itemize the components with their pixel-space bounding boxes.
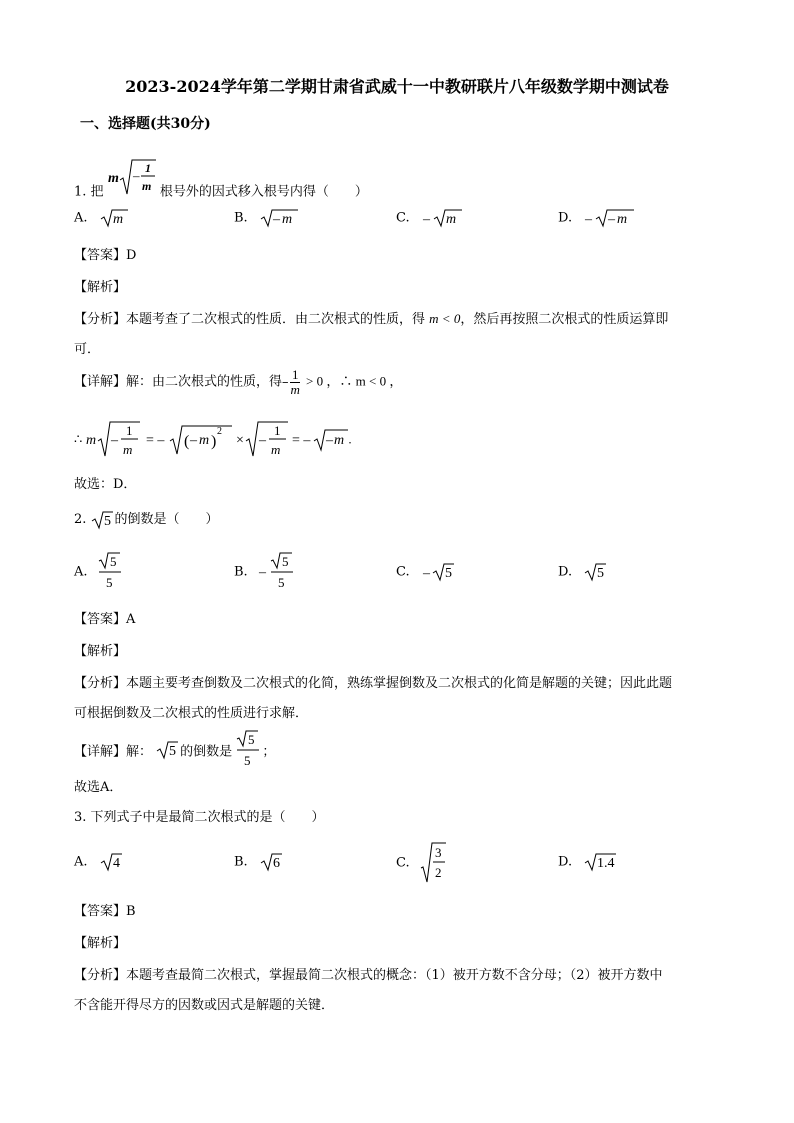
q2-option-c[interactable] [396, 562, 456, 582]
option-label: D. [558, 210, 573, 226]
svg-text:×: × [236, 433, 245, 448]
svg-text:–: – [585, 212, 593, 227]
svg-text:m: m [123, 442, 133, 457]
neg-sqrt-neg-m [584, 208, 636, 228]
svg-text:4: 4 [112, 856, 120, 871]
question-3-stem: 3. 下列式子中是最简二次根式的是（ ） [74, 810, 325, 825]
q1-jiexi: 【解析】 [74, 280, 127, 295]
svg-text:): ) [211, 433, 217, 450]
option-label: A. [74, 854, 88, 870]
q1-option-b[interactable] [234, 208, 300, 228]
q2-xiangjie-mid: 的倒数是 [180, 744, 233, 760]
q2-answer: 【答案】A [74, 612, 136, 627]
svg-text:m: m [112, 212, 123, 227]
svg-text:–: – [326, 433, 334, 448]
option-label: D. [558, 564, 573, 580]
q3-fenxi-line1: 【分析】本题考查最简二次根式，掌握最简二次根式的概念：（1）被开方数不含分母；（2）被开方数中 [74, 968, 663, 983]
svg-text:–: – [422, 212, 430, 227]
option-label: B. [234, 854, 248, 870]
svg-text:–: – [111, 433, 119, 448]
q1-answer: 【答案】D [74, 248, 137, 263]
sqrt-5 [156, 740, 180, 760]
q2-guxuan: 故选A． [74, 780, 123, 795]
svg-text:1: 1 [144, 161, 151, 175]
sqrt-m [100, 208, 130, 228]
svg-text:2: 2 [434, 865, 442, 880]
svg-text:–: – [272, 212, 280, 227]
q2-option-b[interactable] [234, 552, 296, 592]
q1-option-a[interactable] [74, 208, 130, 228]
q2-fenxi-line2: 可根据倒数及二次根式的性质进行求解． [74, 706, 309, 721]
svg-text:5: 5 [444, 566, 452, 581]
q2-xiangjie-text: 【详解】解： [74, 744, 153, 760]
q1-fenxi-line2: 可． [74, 342, 101, 357]
svg-text:5: 5 [169, 744, 177, 759]
q2-xiangjie-end: ； [262, 744, 276, 760]
q1-derivation: ∴ m – 1 m = – ( – m ) 2 × – 1 m = – – m . [74, 420, 352, 460]
svg-text:5: 5 [248, 732, 255, 747]
svg-text:5: 5 [103, 513, 111, 529]
neg-sqrt5-over-5 [258, 552, 296, 592]
svg-text:5: 5 [244, 753, 251, 768]
svg-text:m: m [86, 433, 97, 448]
svg-text:m: m [281, 212, 292, 227]
svg-text:6: 6 [272, 856, 280, 871]
svg-text:m: m [271, 442, 281, 457]
sqrt-4 [100, 852, 124, 872]
svg-text:m: m [107, 171, 119, 186]
svg-text:–: – [259, 433, 267, 448]
question-2-number: 2. [74, 512, 87, 527]
option-label: A. [74, 210, 88, 226]
q1-option-d[interactable] [558, 208, 636, 228]
svg-text:5: 5 [109, 554, 117, 569]
svg-text:5: 5 [105, 575, 113, 590]
svg-text:(: ( [184, 433, 190, 450]
neg-sqrt-5 [422, 562, 456, 582]
question-1-stem-text: 根号外的因式移入根号内得（ ） [159, 184, 368, 200]
q1-equation [86, 420, 348, 460]
q2-fenxi-line1: 【分析】本题主要考查倒数及二次根式的化简，熟练掌握倒数及二次根式的化简是解题的关键；因此此题 [74, 676, 673, 691]
question-1-number: 1. 把 [74, 184, 104, 200]
svg-text:5: 5 [277, 575, 285, 590]
q1-fenxi [74, 308, 668, 327]
sqrt-neg-m [260, 208, 300, 228]
question-1-stem [74, 161, 368, 212]
option-label: B. [234, 210, 248, 226]
question-2-stem-text: 的倒数是（ ） [114, 512, 219, 527]
q1-fenxi-tail: ，然后再按照二次根式的性质运算即 [460, 312, 669, 327]
svg-text:5: 5 [281, 554, 289, 569]
svg-text:–: – [422, 566, 430, 581]
svg-text:3: 3 [434, 845, 442, 860]
section-heading: 一、选择题(共30分) [80, 116, 211, 132]
svg-text:–: – [132, 168, 140, 183]
svg-text:m: m [334, 433, 345, 448]
q3-option-d[interactable] [558, 852, 618, 872]
svg-text:1: 1 [274, 423, 281, 438]
q1-fenxi-condition: m < 0 [429, 311, 461, 326]
svg-text:m: m [617, 212, 628, 227]
svg-text:= –: = – [292, 433, 311, 448]
q1-xiangjie-text: 【详解】解：由二次根式的性质，得 [74, 374, 283, 390]
q3-option-c[interactable] [396, 842, 448, 884]
therefore-symbol: ∴ [74, 432, 83, 448]
svg-text:2: 2 [217, 426, 223, 437]
sqrt-5 [584, 562, 608, 582]
sqrt5-over-5 [98, 552, 124, 592]
svg-text:–: – [608, 212, 616, 227]
q3-fenxi-line2: 不含能开得尽方的因数或因式是解题的关键． [74, 998, 335, 1013]
option-label: C. [396, 564, 410, 580]
svg-text:m: m [141, 179, 152, 193]
q1-guxuan: 故选：D． [74, 477, 137, 492]
q2-xiangjie [74, 730, 275, 770]
neg-sqrt-m [422, 208, 464, 228]
page-title: 2023-2024学年第二学期甘肃省武威十一中教研联片八年级数学期中测试卷 [125, 77, 669, 96]
q3-jiexi: 【解析】 [74, 936, 127, 951]
q2-jiexi: 【解析】 [74, 644, 127, 659]
q1-fraction: $\frac{1}{m}$ [290, 367, 300, 397]
svg-text:m: m [199, 433, 210, 448]
q2-option-a[interactable] [74, 552, 124, 592]
option-label: C. [396, 210, 410, 226]
sqrt5-over-5 [236, 730, 262, 770]
q2-option-d[interactable] [558, 562, 608, 582]
svg-text:–: – [258, 565, 266, 580]
q1-fenxi-text: 【分析】本题考查了二次根式的性质．由二次根式的性质，得 [74, 312, 426, 327]
option-label: D. [558, 854, 573, 870]
svg-text:–: – [190, 433, 198, 448]
q3-option-b[interactable] [234, 852, 284, 872]
svg-text:1: 1 [126, 423, 133, 438]
svg-text:5: 5 [597, 566, 605, 581]
svg-text:m: m [445, 212, 456, 227]
q1-option-c[interactable] [396, 208, 464, 228]
sqrt-1-4 [584, 852, 618, 872]
svg-text:1.4: 1.4 [597, 856, 615, 871]
q1-xiangjie: 【详解】解：由二次根式的性质，得– $\frac{1}{m}$ > 0 ，∴ m < 0 ， [74, 367, 403, 397]
option-label: B. [234, 564, 248, 580]
sqrt-6 [260, 852, 284, 872]
q1-xiangjie-mid: > 0 ，∴ m < 0 ， [306, 373, 403, 389]
sqrt-5 [91, 510, 115, 530]
q3-answer: 【答案】B [74, 904, 136, 919]
sqrt-3-over-2 [420, 842, 448, 884]
option-label: A. [74, 564, 88, 580]
svg-text:= –: = – [146, 433, 165, 448]
q3-option-a[interactable] [74, 852, 124, 872]
question-1-expression [108, 158, 156, 198]
option-label: C. [396, 855, 410, 871]
question-2-stem [74, 508, 219, 530]
